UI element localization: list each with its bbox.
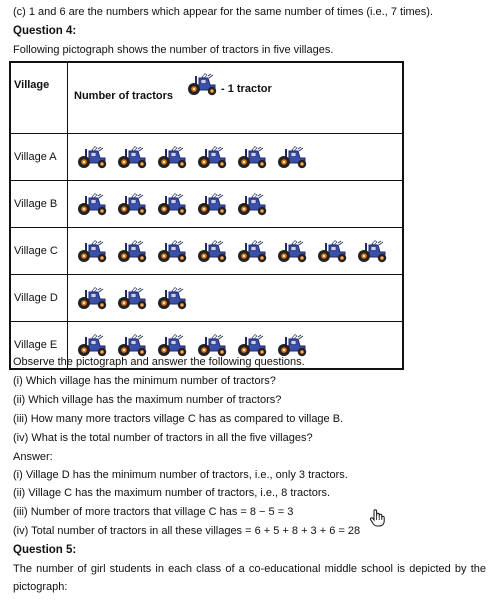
- tractor-icon: [114, 286, 150, 310]
- tractor-icon: [234, 192, 270, 216]
- tractor-icons: [68, 228, 404, 275]
- answer-item: (i) Village D has the minimum number of tractors, i.e., only 3 tractors.: [13, 469, 348, 481]
- tractor-icon: [74, 286, 110, 310]
- village-row: [10, 228, 403, 275]
- tractor-icon: [234, 239, 270, 263]
- observe-instruction: Observe the pictograph and answer the following questions.: [13, 356, 305, 368]
- tractor-icons: [68, 181, 404, 228]
- hand-cursor-icon: [368, 508, 386, 528]
- tractor-icon: [74, 333, 110, 357]
- answer-item: (ii) Village C has the maximum number of tractors, i.e., 8 tractors.: [13, 487, 331, 499]
- tractor-icon: [234, 333, 270, 357]
- answer-item: (iv) Total number of tractors in all these villages = 6 + 5 + 8 + 3 + 6 = 28: [13, 525, 361, 537]
- tractor-icon: [274, 145, 310, 169]
- tractor-icon: [154, 145, 190, 169]
- question-4-heading: Question 4:: [13, 25, 77, 37]
- tractor-icon: [154, 333, 190, 357]
- tractor-icon: [114, 145, 150, 169]
- tractor-icon: [194, 239, 230, 263]
- tractor-icon: [354, 239, 390, 263]
- question-4-prompt: Following pictograph shows the number of tractors in five villages.: [13, 44, 334, 56]
- tractor-icon: [114, 333, 150, 357]
- village-name: Village A: [10, 134, 68, 181]
- intro-line: (c) 1 and 6 are the numbers which appear for the same number of times (i.e., 7 times).: [13, 6, 434, 18]
- question-5-heading: Question 5:: [13, 544, 77, 556]
- tractor-icon: [74, 192, 110, 216]
- tractor-icon: [114, 239, 150, 263]
- village-name: Village B: [10, 181, 68, 228]
- question-item: (i) Which village has the minimum number of tractors?: [13, 375, 276, 387]
- village-name: Village E: [10, 322, 68, 370]
- answer-item: (iii) Number of more tractors that village C has = 8 − 5 = 3: [13, 506, 294, 518]
- tractors-column-label: Number of tractors: [74, 90, 174, 102]
- village-row: [10, 275, 403, 322]
- tractor-icon: [274, 239, 310, 263]
- tractor-icon: [74, 239, 110, 263]
- pictograph-key: [184, 72, 272, 96]
- tractor-icon: [154, 239, 190, 263]
- village-column-header: Village: [10, 62, 68, 134]
- village-row: [10, 181, 403, 228]
- tractors-column-header: [68, 62, 404, 134]
- village-row: [10, 134, 403, 181]
- pictograph-key-text: - 1 tractor: [221, 83, 272, 95]
- question-item: (iii) How many more tractors village C has as compared to village B.: [13, 413, 344, 425]
- tractor-icons: [68, 275, 404, 322]
- tractor-icons: [68, 134, 404, 181]
- tractor-pictograph-table: [9, 61, 404, 370]
- tractor-icon: [154, 286, 190, 310]
- tractor-icon: [74, 145, 110, 169]
- village-name: Village D: [10, 275, 68, 322]
- tractor-icon: [194, 192, 230, 216]
- tractor-icon: [184, 72, 220, 96]
- tractor-icon: [194, 333, 230, 357]
- question-item: (ii) Which village has the maximum number of tractors?: [13, 394, 282, 406]
- tractor-icon: [234, 145, 270, 169]
- question-5-prompt: The number of girl students in each class of a co-educational middle school is depicted by the pictograph:: [13, 563, 486, 593]
- village-name: Village C: [10, 228, 68, 275]
- question-item: (iv) What is the total number of tractors in all the five villages?: [13, 432, 313, 444]
- tractor-icon: [274, 333, 310, 357]
- tractor-icon: [154, 192, 190, 216]
- tractor-icon: [314, 239, 350, 263]
- answer-label: Answer:: [13, 451, 53, 463]
- pictograph-header-row: [10, 62, 403, 134]
- tractor-icon: [194, 145, 230, 169]
- tractor-icon: [114, 192, 150, 216]
